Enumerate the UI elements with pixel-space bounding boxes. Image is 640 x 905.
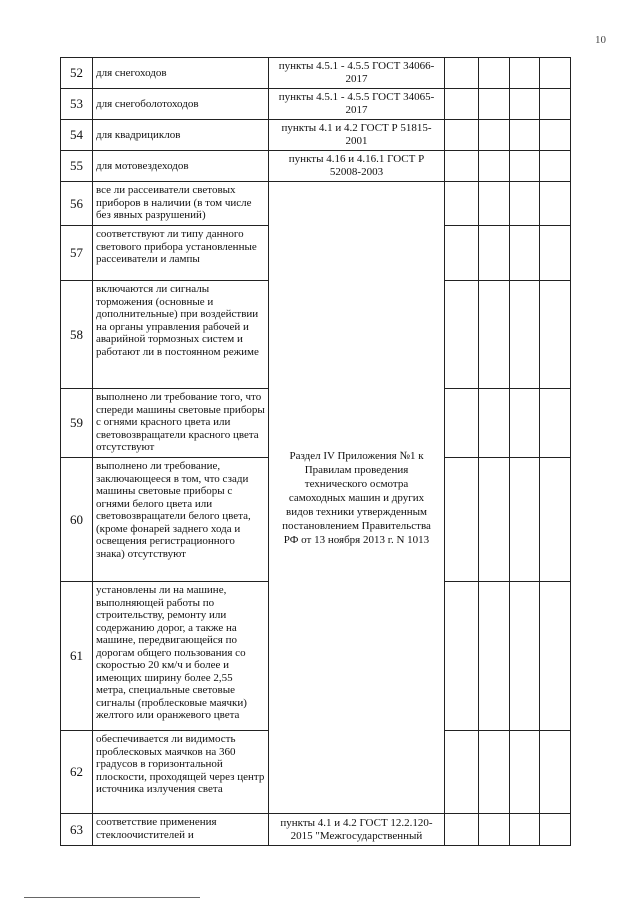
row-number: 62 [61, 731, 93, 814]
check-cell[interactable] [540, 120, 571, 151]
check-cell[interactable] [540, 281, 571, 389]
table-row [61, 814, 571, 846]
check-cell[interactable] [479, 58, 510, 89]
check-cell[interactable] [540, 389, 571, 458]
check-cell[interactable] [445, 281, 479, 389]
row-number: 58 [61, 281, 93, 389]
row-number: 53 [61, 89, 93, 120]
check-cell[interactable] [510, 226, 540, 281]
row-number: 61 [61, 582, 93, 731]
table-row [61, 89, 571, 120]
check-cell[interactable] [479, 89, 510, 120]
row-reference: пункты 4.16 и 4.16.1 ГОСТ Р 52008-2003 [269, 151, 445, 182]
row-reference: пункты 4.5.1 - 4.5.5 ГОСТ 34066-2017 [269, 58, 445, 89]
row-description: соответствуют ли типу данного светового прибора установленные рассеиватели и лампы [93, 226, 269, 281]
check-cell[interactable] [479, 281, 510, 389]
row-reference: пункты 4.1 и 4.2 ГОСТ Р 51815-2001 [269, 120, 445, 151]
merged-reference-cell [269, 182, 445, 814]
check-cell[interactable] [510, 281, 540, 389]
row-number: 60 [61, 458, 93, 582]
check-cell[interactable] [510, 58, 540, 89]
check-cell[interactable] [510, 182, 540, 226]
table-row [61, 182, 571, 226]
row-description: все ли рассеиватели световых приборов в наличии (в том числе без явных разрушений) [93, 182, 269, 226]
row-description: для снегоболотоходов [93, 89, 269, 120]
check-cell[interactable] [445, 458, 479, 582]
check-cell[interactable] [510, 731, 540, 814]
check-cell[interactable] [479, 120, 510, 151]
check-cell[interactable] [445, 58, 479, 89]
table-row [61, 151, 571, 182]
row-description: для снегоходов [93, 58, 269, 89]
check-cell[interactable] [540, 458, 571, 582]
row-reference: пункты 4.1 и 4.2 ГОСТ 12.2.120-2015 "Межгосударственный [269, 814, 445, 846]
check-cell[interactable] [510, 89, 540, 120]
merged-reference-text: Раздел IV Приложения №1 к Правилам проведения технического осмотра самоходных машин и других видов техники утвержденным постановлением Правительства РФ от 13 ноября 2013 г. N 1013 [282, 449, 431, 546]
check-cell[interactable] [540, 58, 571, 89]
check-cell[interactable] [445, 731, 479, 814]
row-description: для квадрициклов [93, 120, 269, 151]
check-cell[interactable] [540, 182, 571, 226]
row-number: 52 [61, 58, 93, 89]
row-description: соответствие применения стеклоочистителей и [93, 814, 269, 846]
footnote-divider [24, 897, 200, 898]
check-cell[interactable] [510, 458, 540, 582]
row-number: 63 [61, 814, 93, 846]
check-cell[interactable] [479, 731, 510, 814]
check-cell[interactable] [479, 389, 510, 458]
check-cell[interactable] [510, 389, 540, 458]
check-cell[interactable] [479, 226, 510, 281]
check-cell[interactable] [445, 151, 479, 182]
page-number: 10 [595, 34, 606, 46]
row-description: выполнено ли требование, заключающееся в том, что сзади машины световые приборы с огнями белого цвета или световозвращатели белого цвета, (кроме фонарей заднего хода и освещения регистрационного знака) отсутствуют [93, 458, 269, 582]
check-cell[interactable] [540, 89, 571, 120]
check-cell[interactable] [445, 814, 479, 846]
check-cell[interactable] [479, 582, 510, 731]
row-number: 57 [61, 226, 93, 281]
check-cell[interactable] [445, 89, 479, 120]
check-cell[interactable] [445, 582, 479, 731]
row-description: для мотовездеходов [93, 151, 269, 182]
check-cell[interactable] [540, 814, 571, 846]
check-cell[interactable] [479, 814, 510, 846]
check-cell[interactable] [479, 151, 510, 182]
row-number: 59 [61, 389, 93, 458]
check-cell[interactable] [445, 182, 479, 226]
row-reference: пункты 4.5.1 - 4.5.5 ГОСТ 34065-2017 [269, 89, 445, 120]
row-number: 54 [61, 120, 93, 151]
table-row [61, 120, 571, 151]
row-number: 56 [61, 182, 93, 226]
check-cell[interactable] [540, 582, 571, 731]
check-cell[interactable] [510, 151, 540, 182]
check-cell[interactable] [510, 120, 540, 151]
table-row [61, 58, 571, 89]
check-cell[interactable] [445, 120, 479, 151]
row-description: установлены ли на машине, выполняющей работы по строительству, ремонту или содержанию дорог, а также на машине, передвигающейся по дорогам общего пользования со скоростью 20 км/ч и более и имеющих ширину более 2,55 метра, специальные световые сигналы (проблесковые маячки) желтого или оранжевого цвета [93, 582, 269, 731]
check-cell[interactable] [510, 814, 540, 846]
row-description: включаются ли сигналы торможения (основные и дополнительные) при воздействии на органы управления рабочей и аварийной тормозных систем и работают ли в постоянном режиме [93, 281, 269, 389]
row-description: выполнено ли требование того, что спереди машины световые приборы с огнями красного цвета или световозвращатели красного цвета отсутствуют [93, 389, 269, 458]
check-cell[interactable] [445, 226, 479, 281]
check-cell[interactable] [510, 582, 540, 731]
check-cell[interactable] [479, 458, 510, 582]
check-cell[interactable] [479, 182, 510, 226]
check-cell[interactable] [540, 226, 571, 281]
check-cell[interactable] [445, 389, 479, 458]
inspection-checklist-table [60, 57, 571, 846]
row-description: обеспечивается ли видимость проблесковых маячков на 360 градусов в горизонтальной плоскости, проходящей через центр источника излучения света [93, 731, 269, 814]
check-cell[interactable] [540, 731, 571, 814]
check-cell[interactable] [540, 151, 571, 182]
row-number: 55 [61, 151, 93, 182]
